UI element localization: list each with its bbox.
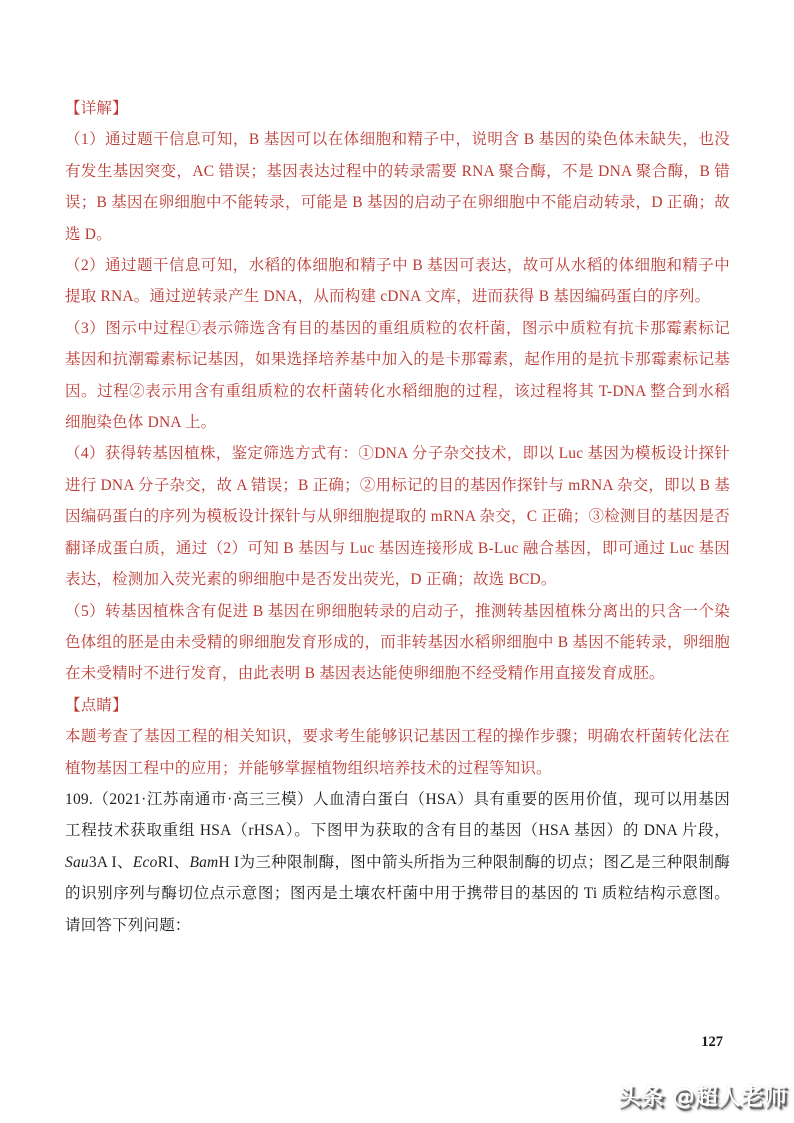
text-segment: （1）通过题干信息可知，B 基因可以在体细胞和精子中，说明含 B 基因的染色体未缺失，也没有发生基因突变，AC 错误；基因表达过程中的转录需要 RNA 聚合酶，不是 DNA 聚合酶，B 错误；B 基因在卵细胞中不能转录，可能是 B 基因的启动子在卵细胞中不能启动转录，D 正确；故选 D。	[65, 131, 730, 243]
watermark-toutiao-label: 头条 @超人老师	[617, 1084, 787, 1110]
text-segment: 【详解】	[65, 100, 128, 117]
text-segment: H I为三种限制酶，图中箭头所指为三种限制酶的切点；图乙是三种限制酶的识别序列与酶切位点示意图；图丙是土壤农杆菌中用于携带目的基因的 Ti 质粒结构示意图。请回答下列问题：	[65, 853, 730, 934]
page-number: 127	[701, 1034, 723, 1050]
paragraph-xiangjie-header	[65, 93, 730, 124]
paragraph-answer-2	[65, 250, 730, 313]
paragraph-answer-5	[65, 596, 730, 690]
text-segment: （5）转基因植株含有促进 B 基因在卵细胞转录的启动子，推测转基因植株分离出的只含一个染色体组的胚是由未受精的卵细胞发育形成的，而非转基因水稻卵细胞中 B 基因不能转录，卵细胞在未受精时不进行发育，由此表明 B 基因表达能使卵细胞不经受精作用直接发育成胚。	[65, 602, 730, 683]
text-segment: Bam	[189, 853, 219, 871]
paragraph-dianjing-body	[65, 721, 730, 784]
paragraph-answer-4	[65, 438, 730, 595]
text-segment: 109.（2021·江苏南通市·高三三模）人血清白蛋白（HSA）具有重要的医用价值，现可以用基因工程技术获取重组 HSA（rHSA）。下图甲为获取的含有目的基因（HSA 基因）的 DNA 片段，	[65, 790, 730, 840]
text-segment: 【点睛】	[65, 696, 128, 714]
text-segment: （4）获得转基因植株，鉴定筛选方式有：①DNA 分子杂交技术，即以 Luc 基因为模板设计探针进行 DNA 分子杂交，故 A 错误；B 正确；②用标记的目的基因作探针与 mRNA 杂交，即以 B 基因编码蛋白的序列为模板设计探针与从卵细胞提取的 mRNA 杂交，C 正确；③检测目的基因是否翻译成蛋白质，通过（2）可知 B 基因与 Luc 基因连接形成 B-Luc 融合基因，即可通过 Luc 基因表达，检测加入荧光素的卵细胞中是否发出荧光，D 正确；故选 BCD。	[65, 445, 730, 589]
paragraph-answer-3	[65, 313, 730, 439]
paragraph-question-109	[65, 784, 730, 941]
text-segment: 本题考查了基因工程的相关知识，要求考生能够识记基因工程的操作步骤；明确农杆菌转化法在植物基因工程中的应用；并能够掌握植物组织培养技术的过程等知识。	[65, 728, 730, 777]
paragraph-dianjing-header	[65, 690, 730, 721]
text-segment: RI、	[157, 853, 190, 871]
text-segment: （3）图示中过程①表示筛选含有目的基因的重组质粒的农杆菌，图示中质粒有抗卡那霉素标记基因和抗潮霉素标记基因，如果选择培养基中加入的是卡那霉素，起作用的是抗卡那霉素标记基因。过程②表示用含有重组质粒的农杆菌转化水稻细胞的过程，该过程将其 T-DNA 整合到水稻细胞染色体 DNA 上。	[65, 319, 730, 432]
text-segment: Sau	[65, 853, 89, 871]
paragraph-answer-1	[65, 124, 730, 250]
text-segment: Eco	[132, 853, 158, 871]
text-segment: （2）通过题干信息可知，水稻的体细胞和精子中 B 基因可表达，故可从水稻的体细胞和精子中提取 RNA。通过逆转录产生 DNA，从而构建 cDNA 文库，进而获得 B 基因编码蛋白的序列。	[65, 257, 730, 306]
text-segment: 3A I、	[88, 853, 133, 871]
document-body	[65, 93, 730, 941]
